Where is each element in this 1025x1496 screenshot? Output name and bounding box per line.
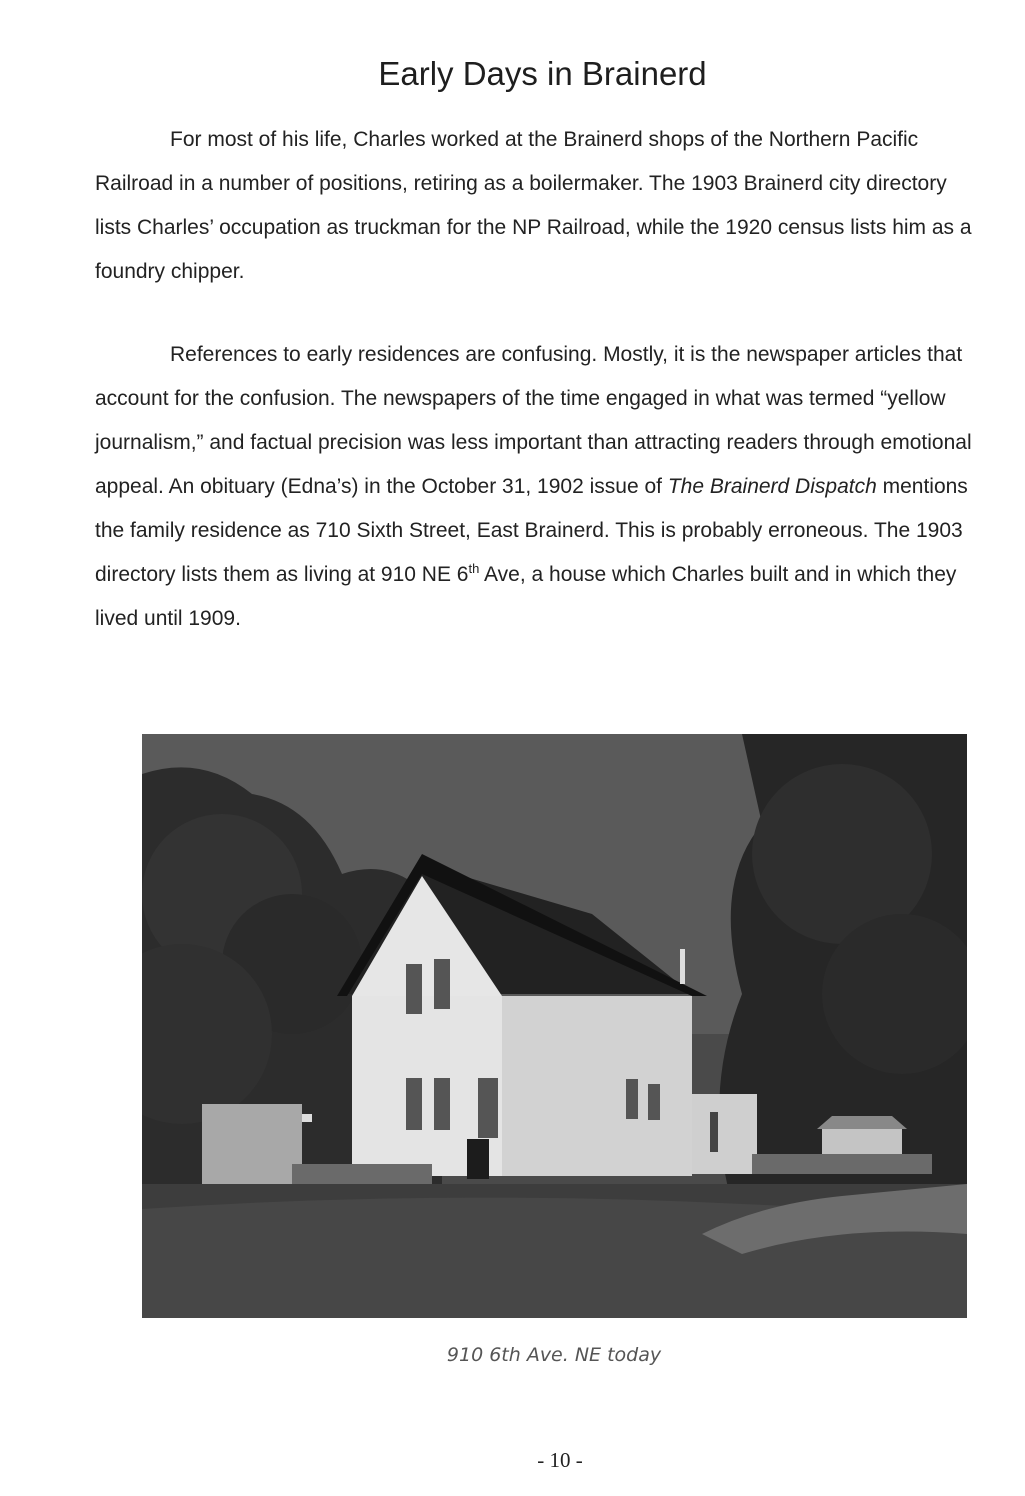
page-title: Early Days in Brainerd (378, 55, 707, 92)
paragraph-residences (95, 333, 985, 641)
page-number: - 10 - (537, 1448, 583, 1472)
ordinal-superscript: th (468, 561, 480, 576)
newspaper-title: The Brainerd Dispatch (667, 475, 877, 498)
paragraph-occupation-text: For most of his life, Charles worked at the Brainerd shops of the Northern Pacific Railroad in a number of positions, retiring as a boilermaker. The 1903 Brainerd city directory lists Charles’ occupation as truckman for the NP Railroad, while the 1920 census lists him as a foundry chipper. (95, 128, 972, 283)
paragraph-occupation (95, 118, 985, 294)
paragraph-residences-text-3: Ave, a house which Charles built and in which they lived until 1909. (95, 563, 957, 630)
photo-caption: 910 6th Ave. NE today (446, 1344, 662, 1366)
paragraph-residences-text-1: References to early residences are confusing. Mostly, it is the newspaper articles that account for the confusion. The newspapers of the time engaged in what was termed “yellow journalism,” and factual precision was less important than attracting readers through emotional appeal. An obituary (Edna’s) in the October 31, 1902 issue of (95, 343, 972, 498)
paragraph-residences-text-2: mentions the family residence as 710 Sixth Street, East Brainerd. This is probably erroneous. The 1903 directory lists them as living at 910 NE 6 (95, 475, 968, 586)
house-photo (142, 734, 967, 1318)
